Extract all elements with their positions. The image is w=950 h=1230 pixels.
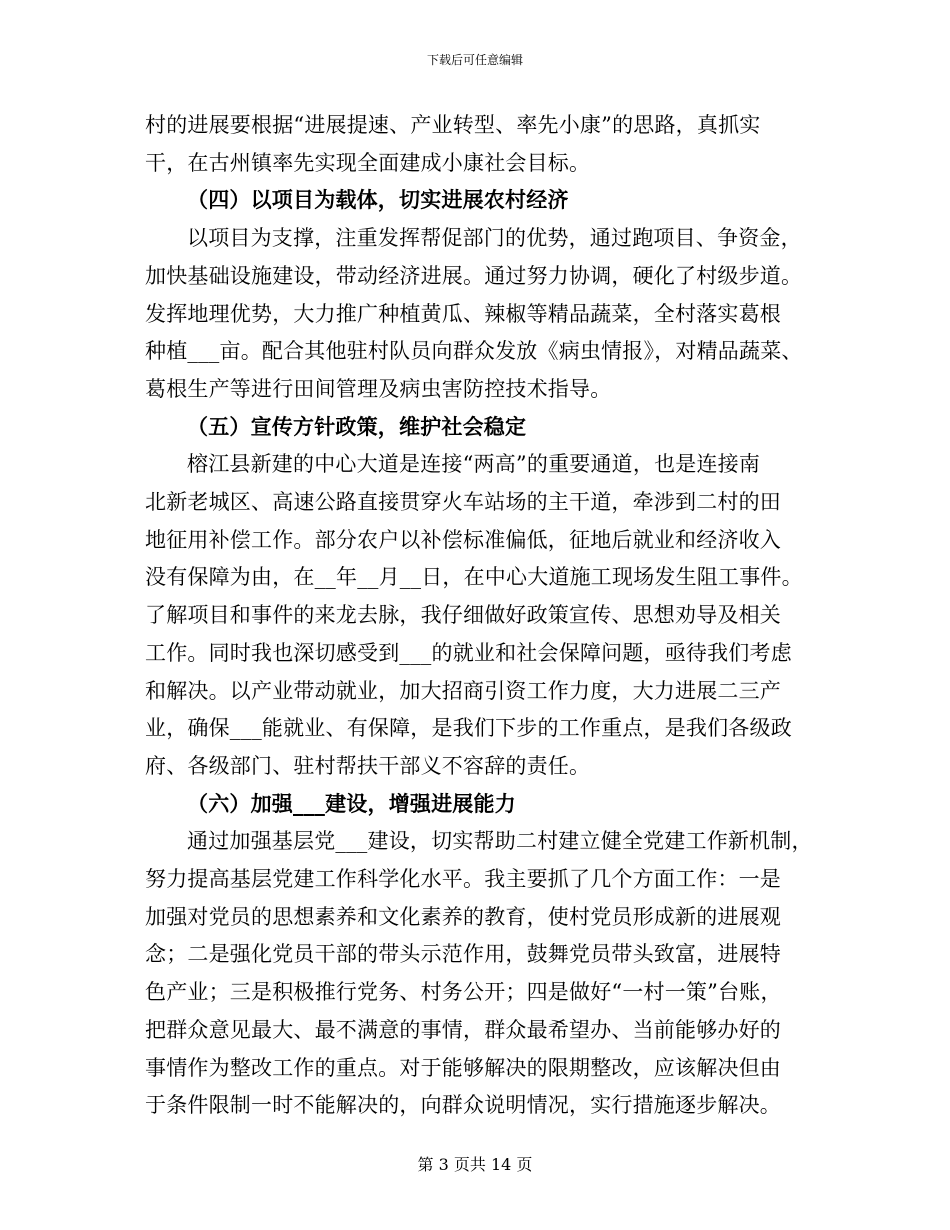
paragraph-line: 了解项目和事件的来龙去脉，我仔细做好政策宣传、思想劝导及相关 [145, 603, 781, 627]
paragraph-line: 村的进展要根据“进展提速、产业转型、率先小康”的思路，真抓实 [145, 113, 761, 137]
paragraph-line: 业，确保___能就业、有保障，是我们下步的工作重点，是我们各级政 [145, 716, 792, 740]
paragraph-line: 加强对党员的思想素养和文化素养的教育，使村党员形成新的进展观 [145, 905, 781, 929]
paragraph-line: 北新老城区、高速公路直接贯穿火车站场的主干道，牵涉到二村的田 [145, 490, 781, 514]
paragraph-line: 干，在古州镇率先实现全面建成小康社会目标。 [145, 151, 591, 175]
paragraph-line: 没有保障为由，在__年__月__日，在中心大道施工现场发生阻工事件。 [145, 565, 803, 589]
section-heading: （六）加强___建设，增强进展能力 [187, 791, 516, 816]
page-footer: 第 3 页共 14 页 [417, 1155, 533, 1174]
paragraph-line: 榕江县新建的中心大道是连接“两高”的重要通道，也是连接南 [187, 452, 761, 476]
paragraph-line: 加快基础设施建设，带动经济进展。通过努力协调，硬化了村级步道。 [145, 264, 803, 288]
header-note: 下载后可任意编辑 [426, 53, 523, 67]
paragraph-line: 以项目为支撑，注重发挥帮促部门的优势，通过跑项目、争资金， [187, 226, 802, 250]
paragraph-line: 于条件限制一时不能解决的，向群众说明情况，实行措施逐步解决。 [145, 1093, 781, 1117]
paragraph-line: 府、各级部门、驻村帮扶干部义不容辞的责任。 [145, 754, 591, 778]
paragraph-line: 把群众意见最大、最不满意的事情，群众最希望办、当前能够办好的 [145, 1018, 781, 1042]
paragraph-line: 葛根生产等进行田间管理及病虫害防控技术指导。 [145, 377, 612, 401]
paragraph-line: 事情作为整改工作的重点。对于能够解决的限期整改，应该解决但由 [145, 1056, 781, 1080]
paragraph-line: 发挥地理优势，大力推广种植黄瓜、辣椒等精品蔬菜，全村落实葛根 [145, 302, 781, 326]
paragraph-line: 种植___亩。配合其他驻村队员向群众发放《病虫情报》，对精品蔬菜、 [145, 339, 803, 363]
paragraph-line: 念；二是强化党员干部的带头示范作用，鼓舞党员带头致富，进展特 [145, 942, 781, 966]
paragraph-line: 工作。同时我也深切感受到___的就业和社会保障问题，亟待我们考虑 [145, 641, 792, 665]
paragraph-line: 色产业；三是积极推行党务、村务公开；四是做好“一村一策”台账， [145, 980, 782, 1004]
paragraph-line: 通过加强基层党___建设，切实帮助二村建立健全党建工作新机制， [187, 829, 813, 853]
paragraph-line: 和解决。以产业带动就业，加大招商引资工作力度，大力进展二三产 [145, 679, 781, 703]
section-heading: （五）宣传方针政策，维护社会稳定 [187, 414, 527, 439]
section-heading: （四）以项目为载体，切实进展农村经济 [187, 187, 569, 212]
paragraph-line: 努力提高基层党建工作科学化水平。我主要抓了几个方面工作：一是 [145, 867, 781, 891]
paragraph-line: 地征用补偿工作。部分农户以补偿标准偏低，征地后就业和经济收入 [145, 528, 781, 552]
